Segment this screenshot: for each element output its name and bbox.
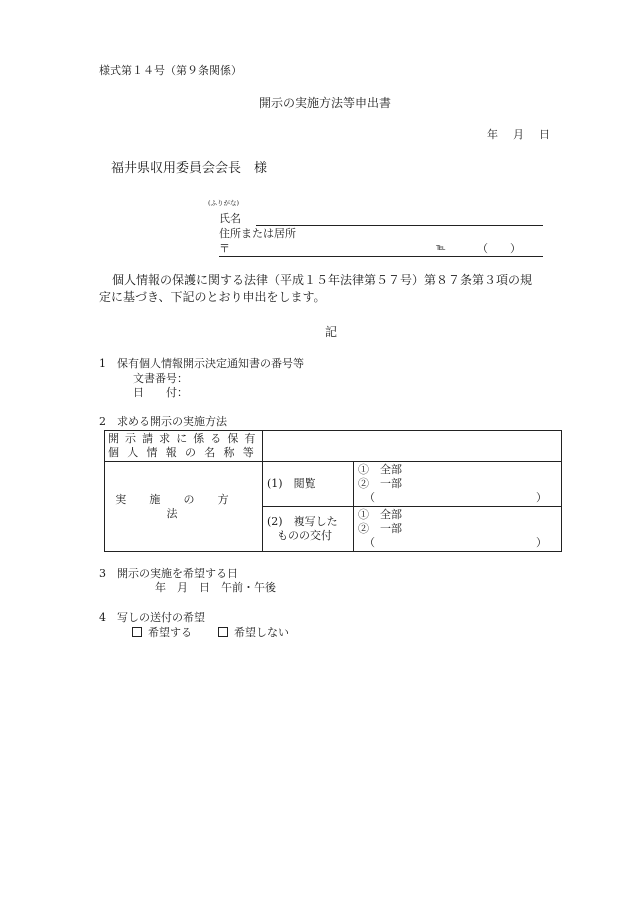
document-title: 開示の実施方法等申出書 bbox=[259, 96, 392, 110]
date-line: 年 月 日 bbox=[487, 128, 552, 141]
option-wish-no[interactable] bbox=[218, 626, 289, 639]
section3-date-line: 年 月 日 午前・午後 bbox=[155, 581, 276, 594]
body-text-line2: 定に基づき、下記のとおり申出をします。 bbox=[99, 290, 326, 304]
disclosure-method-table bbox=[104, 430, 562, 552]
body-text-line1: 個人情報の保護に関する法律（平成１５年法律第５７号）第８７条第３項の規 bbox=[112, 273, 533, 287]
section4-heading: 4 写しの送付の希望 bbox=[99, 611, 205, 624]
option-wish-yes[interactable] bbox=[132, 626, 192, 639]
view-part[interactable]: ② 一部 bbox=[358, 477, 402, 490]
option-view-label: (1) 閲覧 bbox=[267, 477, 316, 490]
view-paren-row bbox=[358, 491, 561, 505]
method-label: 実施の方法 bbox=[115, 492, 252, 520]
info-name-header-line1: 開示請求に係る保有 bbox=[108, 432, 262, 445]
section1-heading: 1 保有個人情報開示決定通知書の番号等 bbox=[99, 357, 304, 370]
name-field-line bbox=[256, 225, 543, 226]
tel-mark: ℡ bbox=[436, 243, 446, 253]
view-paren-open: （ bbox=[364, 491, 375, 504]
copy-paren-row bbox=[358, 536, 561, 550]
wish-no-checkbox[interactable] bbox=[218, 627, 228, 637]
option-copy-label-line1: (2) 複写した bbox=[267, 515, 338, 528]
option-copy bbox=[263, 507, 354, 552]
address-field-line bbox=[219, 256, 543, 257]
option-view bbox=[263, 462, 354, 507]
section1-doc-no: 文書番号： bbox=[133, 372, 188, 385]
info-name-header bbox=[105, 431, 263, 462]
info-name-header-line2: 個人情報の名称等 bbox=[108, 446, 262, 459]
wish-no-label: 希望しない bbox=[234, 626, 289, 639]
section1-date: 日 付： bbox=[133, 386, 188, 399]
wish-yes-checkbox[interactable] bbox=[132, 627, 142, 637]
form-number: 様式第１４号（第９条関係） bbox=[99, 64, 242, 77]
address-label: 住所または居所 bbox=[219, 227, 296, 240]
wish-yes-label: 希望する bbox=[148, 626, 192, 639]
copy-all[interactable]: ① 全部 bbox=[358, 508, 402, 521]
addressee: 福井県収用委員会会長 様 bbox=[111, 161, 268, 176]
copy-paren-open: （ bbox=[364, 536, 375, 549]
view-all[interactable]: ① 全部 bbox=[358, 463, 402, 476]
name-label: 氏名 bbox=[219, 212, 241, 225]
option-copy-choices bbox=[354, 507, 562, 552]
section2-heading: 2 求める開示の実施方法 bbox=[99, 415, 227, 428]
view-paren-close: ） bbox=[536, 491, 547, 504]
section3-heading: 3 開示の実施を希望する日 bbox=[99, 567, 238, 580]
postal-mark: 〒 bbox=[219, 242, 230, 255]
option-copy-label-line2: ものの交付 bbox=[277, 529, 332, 542]
copy-paren-close: ） bbox=[536, 536, 547, 549]
furigana-label: (ふりがな) bbox=[208, 199, 240, 207]
info-name-field[interactable] bbox=[263, 431, 562, 462]
method-header bbox=[105, 462, 263, 552]
option-view-choices bbox=[354, 462, 562, 507]
tel-area-paren: （ ） bbox=[477, 242, 521, 255]
copy-part[interactable]: ② 一部 bbox=[358, 522, 402, 535]
ki-heading: 記 bbox=[325, 325, 338, 339]
